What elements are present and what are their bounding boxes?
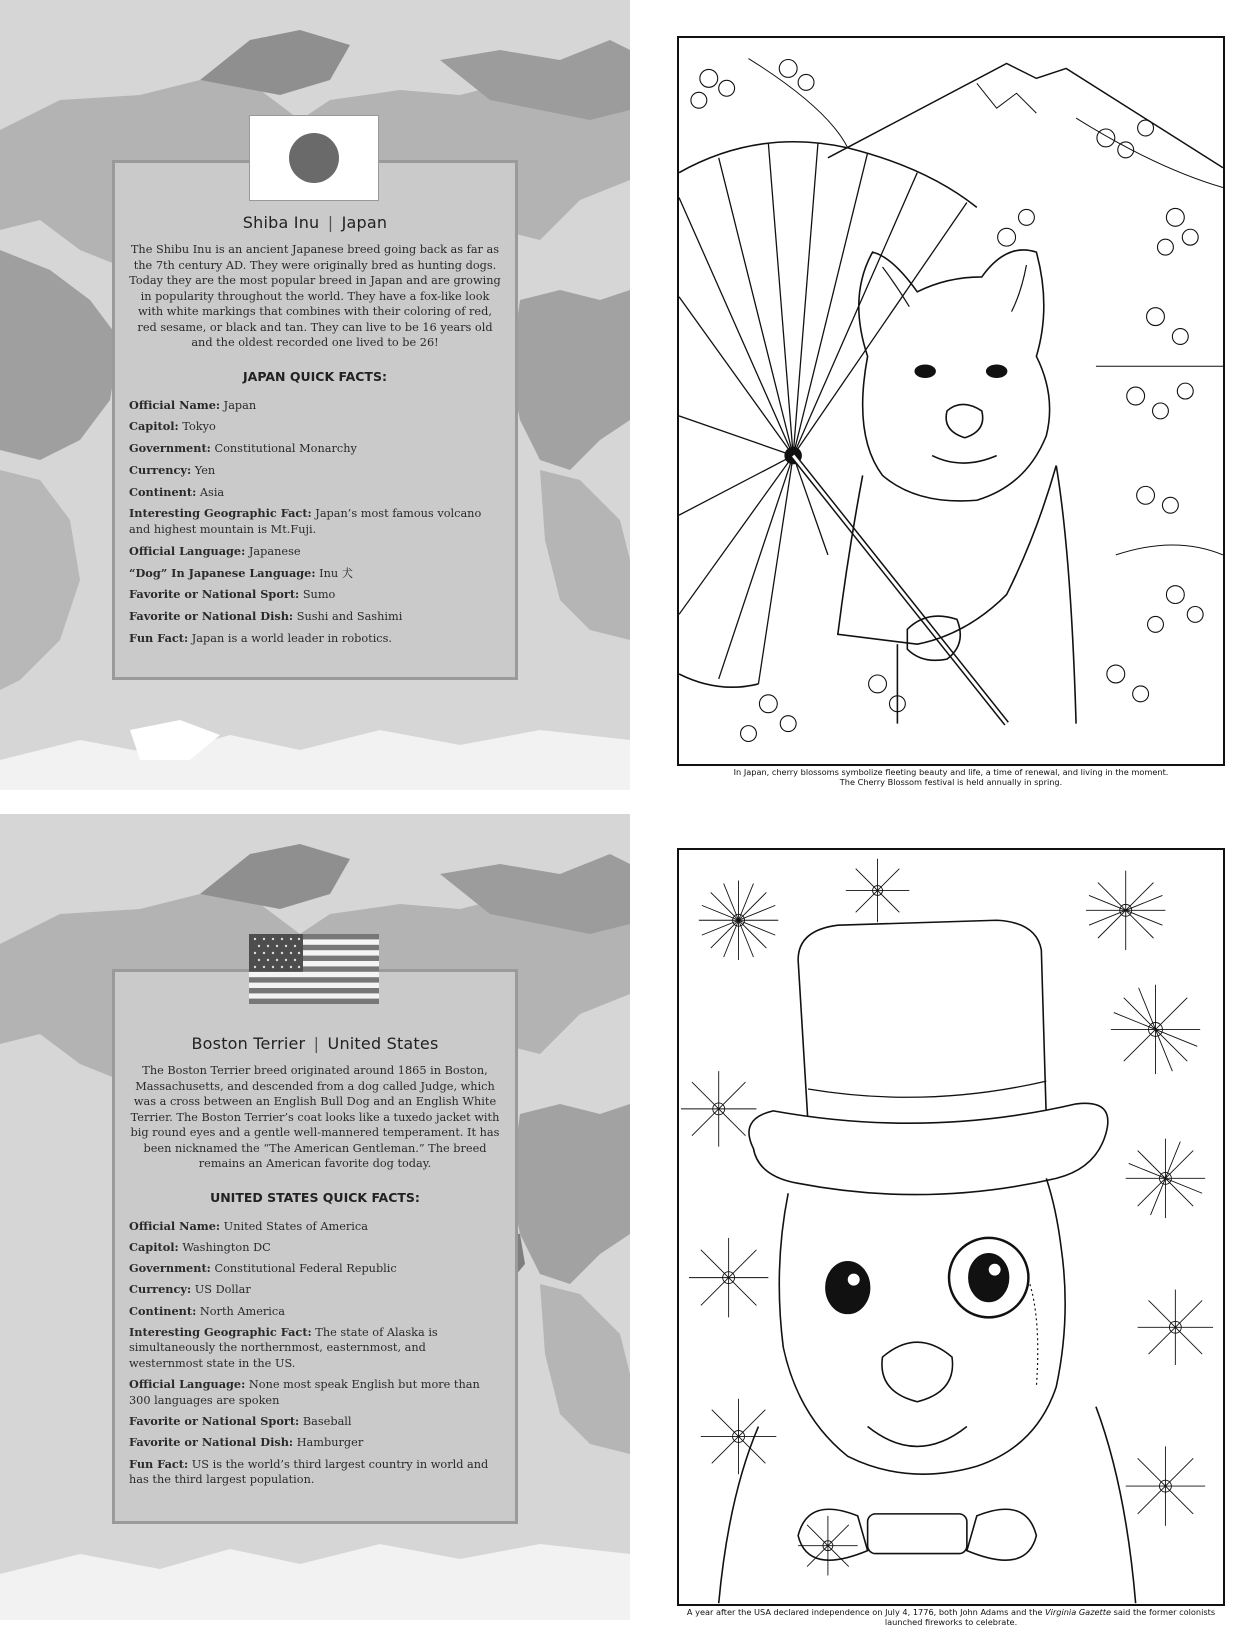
fact-label: Interesting Geographic Fact: [129, 506, 312, 521]
usa-caption [677, 1607, 1225, 1627]
breed-name: Boston Terrier [191, 1034, 306, 1053]
fact-official-name [129, 398, 501, 414]
fact-label: Capitol: [129, 1239, 179, 1254]
fact-label: Favorite or National Sport: [129, 1414, 300, 1429]
fact-official-name [129, 1219, 501, 1235]
fact-value: Asia [199, 485, 225, 499]
fact-value: United States of America [223, 1219, 368, 1233]
fact-sport [129, 587, 501, 603]
usa-info-card [112, 969, 518, 1524]
fact-continent [129, 485, 501, 501]
shiba-coloring-illustration [677, 36, 1225, 766]
fact-label: Favorite or National Dish: [129, 1435, 294, 1450]
quick-facts-heading: JAPAN QUICK FACTS: [243, 368, 387, 384]
fact-currency [129, 1282, 501, 1298]
fact-value: Constitutional Monarchy [214, 442, 357, 456]
fact-value: Sumo [302, 588, 336, 602]
fact-government [129, 441, 501, 457]
fact-value: Inu 犬 [319, 566, 354, 580]
title-separator: | [313, 1034, 320, 1053]
caption-line: The Cherry Blossom festival is held annually in spring. [839, 777, 1063, 787]
country-name: Japan [341, 213, 388, 232]
card-title [129, 1034, 501, 1053]
japan-info-card [112, 160, 518, 680]
fact-value: US Dollar [194, 1283, 251, 1297]
japan-caption [677, 767, 1225, 787]
card-title [129, 213, 501, 232]
fact-value: None most speak English but more than 300 languages are spoken [129, 1378, 480, 1407]
fact-language [129, 1377, 501, 1408]
fact-label: “Dog” In Japanese Language: [129, 565, 316, 580]
fact-fun [129, 1457, 501, 1488]
fact-value: North America [199, 1304, 285, 1318]
fact-value: The state of Alaska is simultaneously the northernmost, easternmost, and westernmost state in the US. [129, 1325, 438, 1370]
us-flag-icon [249, 934, 379, 1004]
fact-geographic [129, 1325, 501, 1372]
title-separator: | [327, 213, 334, 232]
fact-label: Fun Fact: [129, 630, 189, 645]
fact-label: Interesting Geographic Fact: [129, 1324, 312, 1339]
fact-sport [129, 1414, 501, 1430]
caption-text: A year after the USA declared independence on July 4, 1776, both John Adams and the [686, 1607, 1046, 1617]
fact-value: Japanese [248, 544, 301, 558]
fact-capitol [129, 419, 501, 435]
fact-government [129, 1261, 501, 1277]
breed-description: The Shibu Inu is an ancient Japanese breed going back as far as the 7th century AD. They were originally bred as hunting dogs. Today they are the most popular breed in Japan and are growing in popularity throughout the world. They have a fox-like look with white markings that combines with their coloring of red, red sesame, or black and tan. They can live to be 16 years old and the oldest recorded one lived to be 26! [129, 243, 501, 349]
usa-info-panel [0, 814, 630, 1620]
japan-flag-icon [249, 115, 379, 201]
fact-value: Japan’s most famous volcano and highest mountain is Mt.Fuji. [129, 507, 482, 536]
fact-label: Government: [129, 1261, 211, 1276]
breed-name: Shiba Inu [242, 213, 320, 232]
caption-line: In Japan, cherry blossoms symbolize fleeting beauty and life, a time of renewal, and living in the moment. [733, 767, 1169, 777]
japan-info-panel [0, 0, 630, 790]
caption-text: said the former colonists [1110, 1607, 1216, 1617]
fact-label: Favorite or National Dish: [129, 609, 294, 624]
fact-dog-word [129, 566, 501, 582]
quick-facts-list [129, 398, 501, 647]
fact-label: Official Language: [129, 543, 246, 558]
caption-line [677, 1607, 1225, 1617]
fact-value: Hamburger [296, 1436, 364, 1450]
fact-label: Official Name: [129, 1218, 221, 1233]
fact-label: Official Name: [129, 397, 221, 412]
quick-facts-heading: UNITED STATES QUICK FACTS: [210, 1189, 420, 1205]
fact-geographic [129, 506, 501, 537]
fact-label: Capitol: [129, 419, 179, 434]
fact-fun [129, 631, 501, 647]
boston-terrier-coloring-illustration [677, 848, 1225, 1606]
fact-label: Favorite or National Sport: [129, 587, 300, 602]
fact-value: US is the world’s third largest country in world and has the third largest population. [129, 1457, 489, 1487]
fact-value: Japan [223, 398, 257, 412]
fact-value: Yen [194, 463, 216, 477]
breed-description: The Boston Terrier breed originated around 1865 in Boston, Massachusetts, and descended from a dog called Judge, which was a cross between an English Bull Dog and an English White Terrier. The Boston Terrier’s coat looks like a tuxedo jacket with big round eyes and a gentle well-mannered temperament. It has been nicknamed the “The American Gentleman.” The breed remains an American favorite dog today. [130, 1064, 500, 1170]
fact-dish [129, 1435, 501, 1451]
fact-label: Government: [129, 441, 211, 456]
fact-label: Official Language: [129, 1377, 246, 1392]
fact-value: Japan is a world leader in robotics. [191, 631, 393, 645]
caption-italic: Virginia Gazette [1045, 1607, 1111, 1617]
fact-label: Currency: [129, 1282, 192, 1297]
country-name: United States [327, 1034, 439, 1053]
fact-value: Sushi and Sashimi [296, 610, 403, 624]
fact-value: Washington DC [182, 1240, 271, 1254]
quick-facts-list [129, 1219, 501, 1488]
fact-value: Baseball [302, 1415, 352, 1429]
fact-label: Currency: [129, 462, 192, 477]
fact-label: Fun Fact: [129, 1456, 189, 1471]
fact-label: Continent: [129, 484, 197, 499]
fact-value: Tokyo [182, 420, 216, 434]
fact-dish [129, 609, 501, 625]
caption-line: launched fireworks to celebrate. [884, 1617, 1018, 1627]
fact-label: Continent: [129, 1303, 197, 1318]
fact-currency [129, 463, 501, 479]
fact-value: Constitutional Federal Republic [214, 1262, 397, 1276]
fact-capitol [129, 1240, 501, 1256]
fact-language [129, 544, 501, 560]
fact-continent [129, 1304, 501, 1320]
